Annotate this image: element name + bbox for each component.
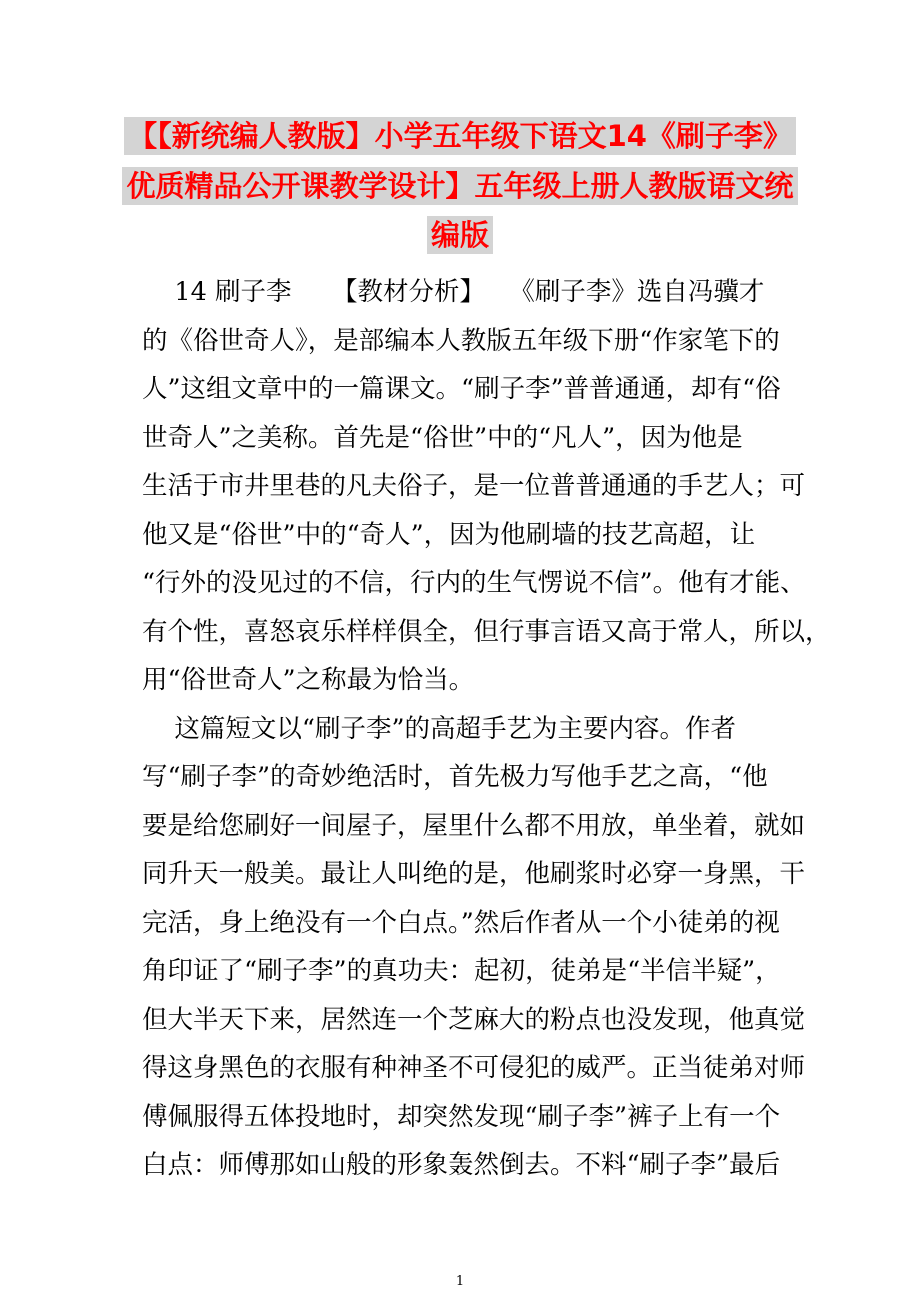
text-line: 人”这组文章中的一篇课文。“刷子李”普普通通，却有“俗 [142,374,781,404]
text-line: 但大半天下来，居然连一个芝麻大的粉点也没发现，他真觉 [142,1004,806,1035]
text-line: 的《俗世奇人》，是部编本人教版五年级下册“作家笔下的 [142,325,780,356]
text-line: 用“俗世奇人”之称最为恰当。 [142,665,475,695]
text-line: 写“刷子李”的奇妙绝活时，首先极力写他手艺之高，“他 [142,762,768,792]
text-line: 完活，身上绝没有一个白点。”然后作者从一个小徒弟的视 [142,907,780,938]
text-line: 同升天一般美。最让人叫绝的是，他刷浆时必穿一身黑，干 [142,859,806,889]
document-body [142,268,831,1190]
text-line: 这篇短文以“刷子李”的高超手艺为主要内容。作者 [142,713,736,744]
text-line: 他又是“俗世”中的“奇人”，因为他刷墙的技艺高超，让 [142,519,756,550]
text-line: 白点：师傅那如山般的形象轰然倒去。不料“刷子李”最后 [142,1150,781,1180]
text-line: 有个性，喜怒哀乐样样俱全，但行事言语又高于常人，所以， [142,616,831,647]
title-line: 编版 [427,216,493,254]
text-line: “行外的没见过的不信，行内的生气愣说不信”。他有才能、 [142,568,806,598]
page-number: 1 [455,1274,465,1289]
text-line: 14 刷子李 【教材分析】 《刷子李》选自冯骥才 [142,277,765,307]
text-line: 傅佩服得五体投地时，却突然发现“刷子李”裤子上有一个 [142,1101,781,1132]
text-line: 得这身黑色的衣服有种神圣不可侵犯的威严。正当徒弟对师 [142,1053,806,1083]
text-line: 世奇人”之美称。首先是“俗世”中的“凡人”，因为他是 [142,422,743,453]
document-title [0,112,920,261]
title-line: 优质精品公开课教学设计】五年级上册人教版语文统 [122,167,797,205]
text-line: 生活于市井里巷的凡夫俗子，是一位普普通通的手艺人；可 [142,471,806,501]
title-line: 【【新统编人教版】小学五年级下语文14《刷子李》 [124,117,796,155]
text-line: 角印证了“刷子李”的真功夫：起初，徒弟是“半信半疑”， [142,956,781,986]
text-line: 要是给您刷好一间屋子，屋里什么都不用放，单坐着，就如 [142,810,806,841]
